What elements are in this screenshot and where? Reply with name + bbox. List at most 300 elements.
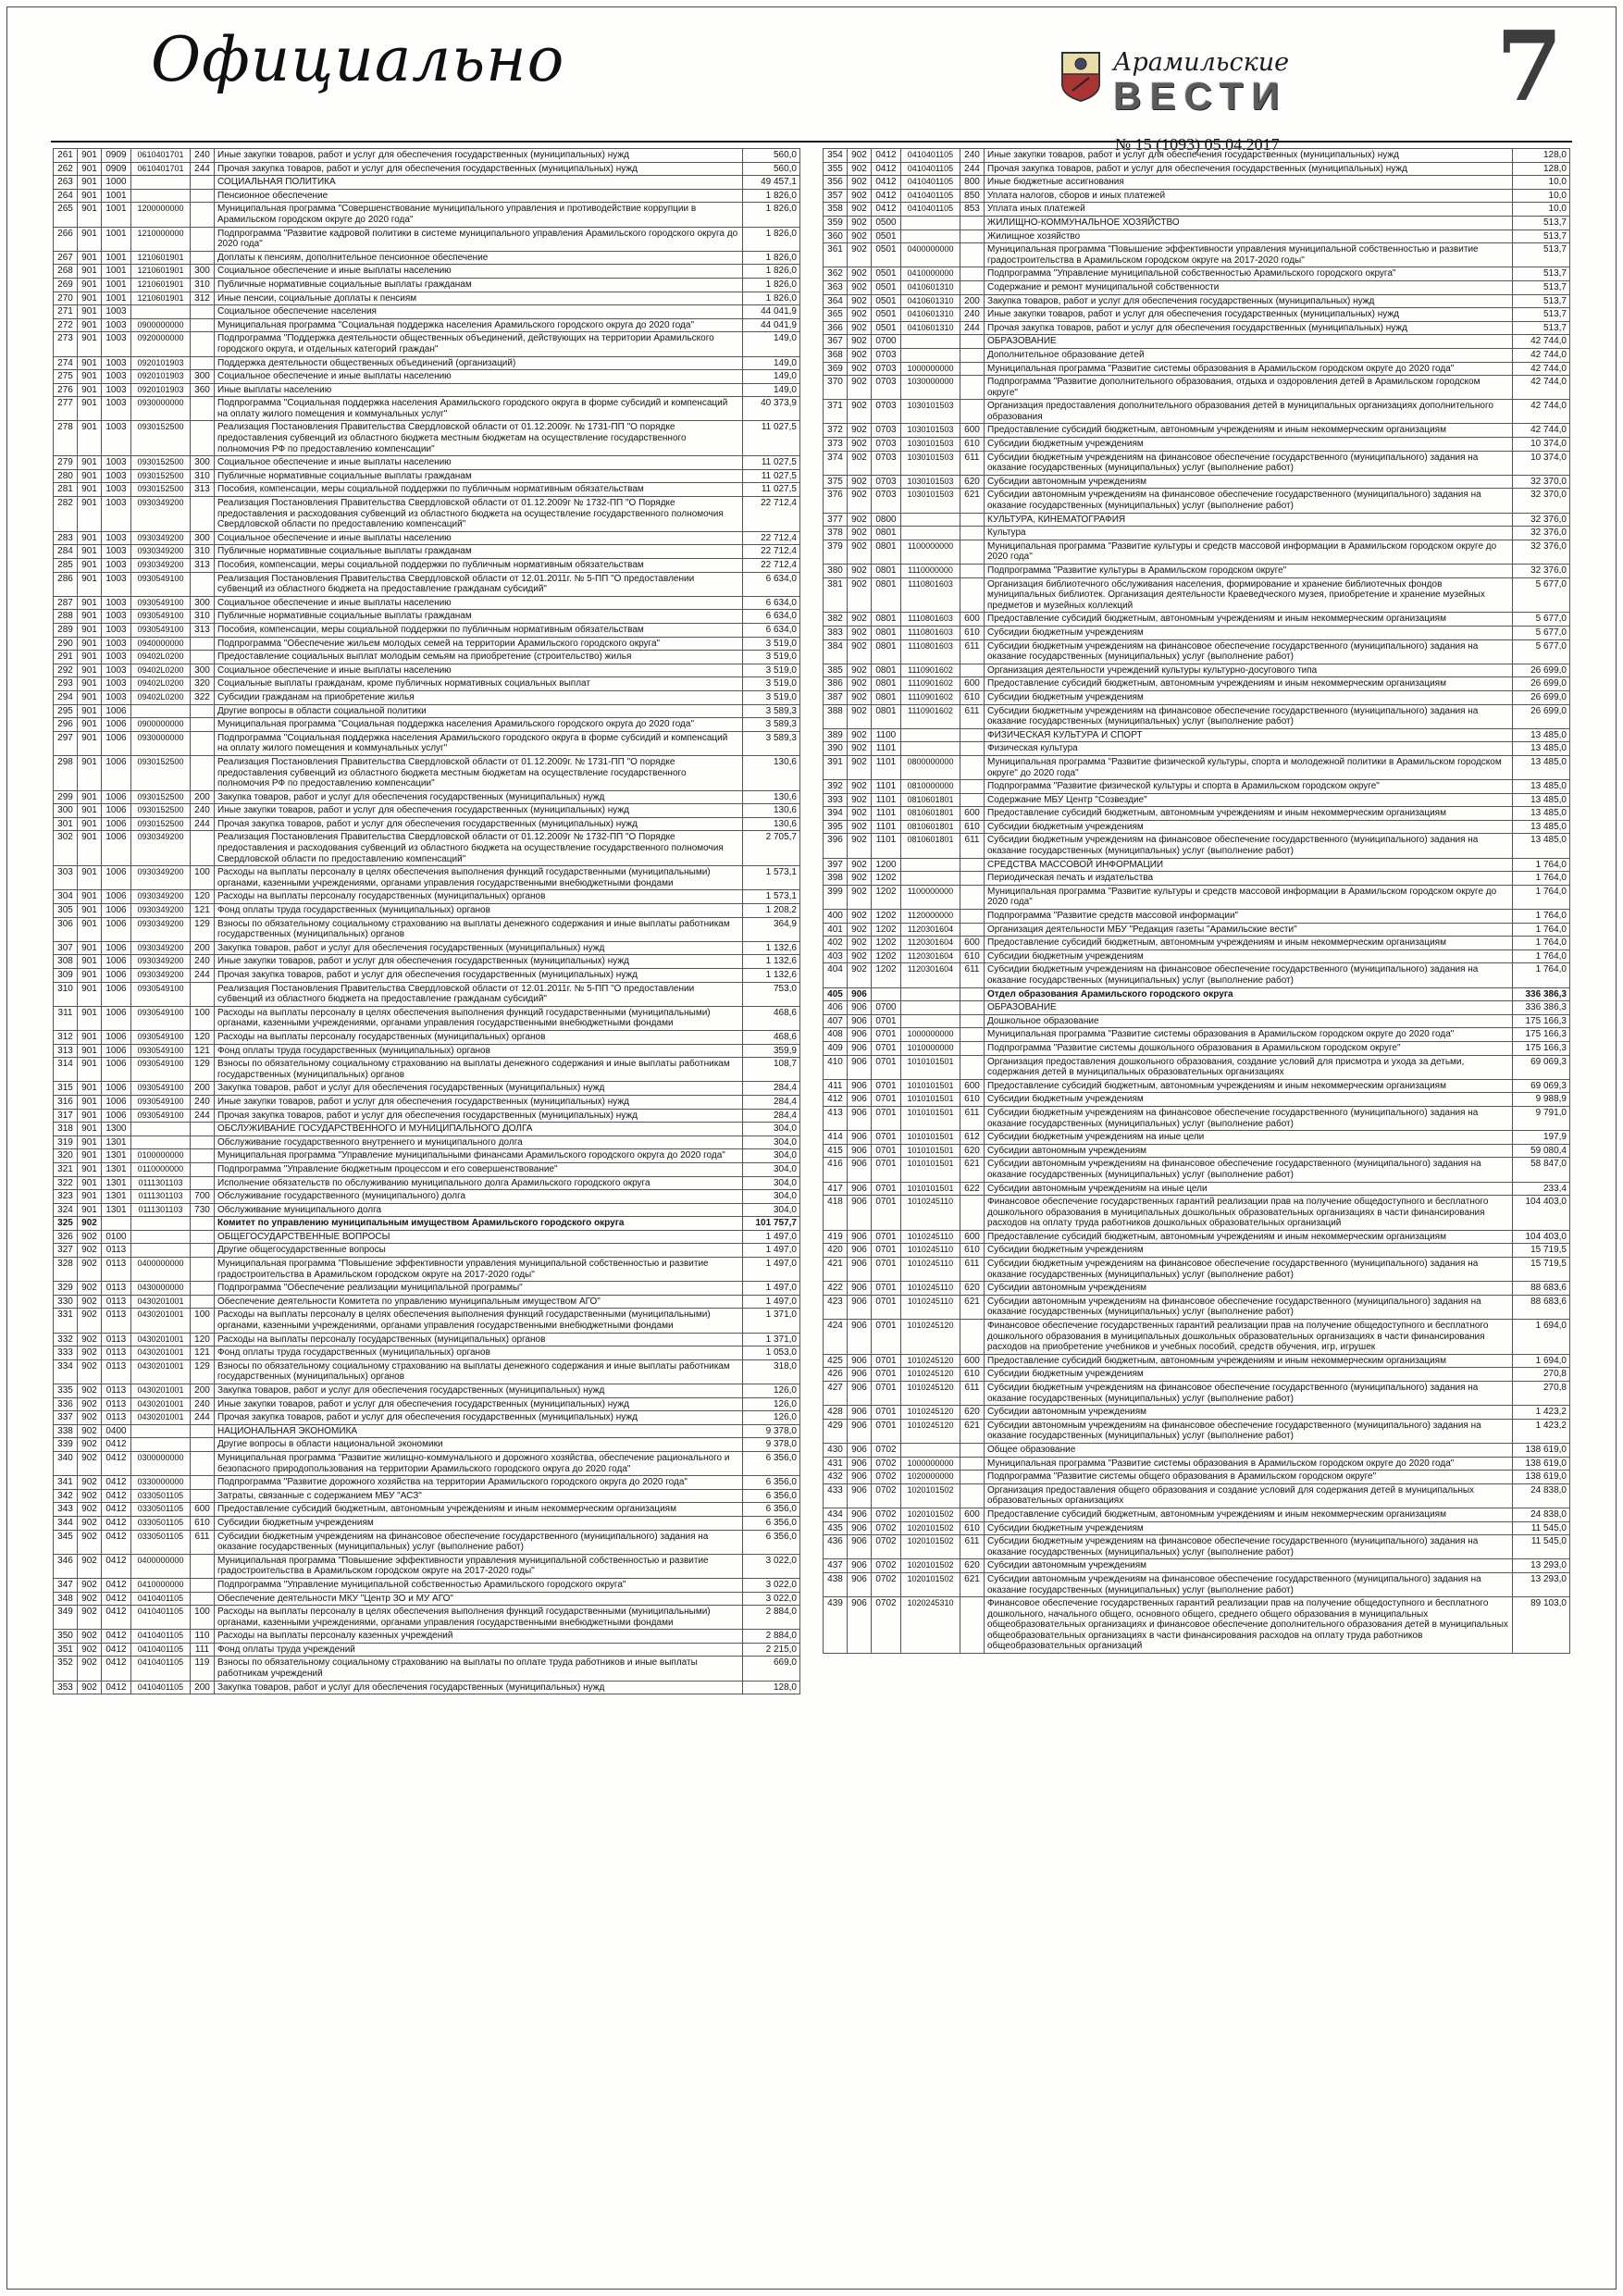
table-row [54, 332, 800, 356]
row-number-cell: 287 [54, 597, 78, 611]
code-section-cell: 0701 [872, 1028, 901, 1042]
row-number-cell: 393 [824, 794, 848, 808]
code-target-cell: 0930349200 [131, 955, 191, 969]
code-section-cell: 0100 [102, 1231, 131, 1245]
description-cell: Предоставление субсидий бюджетным, автономным учреждениям и иным некоммерческим организациям [985, 424, 1513, 438]
description-cell: Субсидии бюджетным учреждениям [985, 821, 1513, 835]
code-type-cell: 612 [960, 1131, 985, 1145]
amount-cell: 10 374,0 [1513, 438, 1570, 452]
code-section-cell: 0801 [872, 705, 901, 729]
code-grbs-cell: 902 [848, 438, 872, 452]
amount-cell: 3 519,0 [743, 691, 800, 705]
description-cell: Субсидии автономным учреждениям на финансовое обеспечение государственного (муниципального) задания на оказание государственных (муниципальных) услуг (выполнение работ) [985, 1573, 1513, 1597]
row-number-cell: 437 [824, 1559, 848, 1573]
table-row [54, 384, 800, 398]
description-cell: Социальное обеспечение и иные выплаты населению [215, 664, 743, 678]
row-number-cell: 419 [824, 1231, 848, 1245]
code-grbs-cell: 902 [78, 1657, 102, 1681]
issue-line: № 15 (1093) 05.04.2017 [1115, 135, 1280, 154]
code-section-cell: 0412 [102, 1593, 131, 1607]
description-cell: Уплата налогов, сборов и иных платежей [985, 190, 1513, 204]
row-number-cell: 346 [54, 1555, 78, 1579]
code-target-cell: 0930152500 [131, 483, 191, 497]
code-grbs-cell: 906 [848, 1471, 872, 1484]
code-target-cell: 0610401701 [131, 163, 191, 177]
code-type-cell: 100 [191, 1606, 215, 1630]
code-section-cell: 1006 [102, 1082, 131, 1096]
code-type-cell: 200 [191, 1384, 215, 1398]
code-target-cell: 1030101503 [901, 489, 960, 513]
amount-cell: 128,0 [1513, 149, 1570, 163]
description-cell: Подпрограмма "Развитие кадровой политики в системе муниципального управления Арамильского городского округа до 2020 года" [215, 228, 743, 252]
code-type-cell [960, 281, 985, 295]
table-row [824, 1368, 1570, 1382]
table-row [54, 1045, 800, 1059]
table-row [824, 438, 1570, 452]
code-grbs-cell: 906 [848, 1382, 872, 1406]
code-section-cell: 0701 [872, 1355, 901, 1369]
code-section-cell: 0801 [872, 578, 901, 614]
table-row [824, 176, 1570, 190]
row-number-cell: 282 [54, 497, 78, 532]
code-type-cell [191, 1231, 215, 1245]
description-cell: Предоставление социальных выплат молодым семьям на приобретение (строительство) жилья [215, 651, 743, 664]
code-grbs-cell: 902 [848, 807, 872, 821]
row-number-cell: 326 [54, 1231, 78, 1245]
code-type-cell [960, 872, 985, 886]
description-cell: Предоставление субсидий бюджетным, автономным учреждениям и иным некоммерческим организациям [985, 807, 1513, 821]
row-number-cell: 344 [54, 1517, 78, 1531]
description-cell: Отдел образования Арамильского городского округа [985, 988, 1513, 1002]
description-cell: Взносы по обязательному социальному страхованию на выплаты по оплате труда работников и иные выплаты работникам учреждений [215, 1657, 743, 1681]
description-cell: Субсидии автономным учреждениям [985, 1145, 1513, 1159]
code-type-cell: 850 [960, 190, 985, 204]
row-number-cell: 295 [54, 705, 78, 719]
code-grbs-cell: 902 [78, 1438, 102, 1452]
code-target-cell: 0400000000 [131, 1258, 191, 1282]
row-number-cell: 364 [824, 295, 848, 309]
code-grbs-cell: 902 [848, 910, 872, 924]
code-type-cell [191, 228, 215, 252]
code-section-cell: 0703 [872, 376, 901, 400]
code-type-cell: 312 [191, 292, 215, 306]
row-number-cell: 291 [54, 651, 78, 664]
code-grbs-cell: 902 [78, 1231, 102, 1245]
code-target-cell: 0410401105 [131, 1593, 191, 1607]
code-section-cell: 0412 [872, 163, 901, 177]
code-target-cell: 1010245110 [901, 1258, 960, 1282]
amount-cell: 197,9 [1513, 1131, 1570, 1145]
code-grbs-cell: 902 [848, 578, 872, 614]
code-type-cell: 622 [960, 1183, 985, 1197]
description-cell: Финансовое обеспечение государственных гарантий реализации прав на получение общедоступного и бесплатного дошкольного образования в муниципальных дошкольных образовательных организациях в части финансирования расходов на оплату труда работников дошкольных образовательных организаций [985, 1196, 1513, 1231]
table-row [54, 1296, 800, 1309]
amount-cell: 364,9 [743, 918, 800, 942]
description-cell: Предоставление субсидий бюджетным, автономным учреждениям и иным некоммерческим организациям [985, 937, 1513, 950]
amount-cell: 1 497,0 [743, 1282, 800, 1296]
code-section-cell: 0701 [872, 1145, 901, 1159]
code-section-cell: 0700 [872, 1001, 901, 1015]
code-type-cell [960, 924, 985, 937]
amount-cell: 468,6 [743, 1007, 800, 1031]
amount-cell: 130,6 [743, 818, 800, 832]
code-grbs-cell: 906 [848, 1158, 872, 1182]
description-cell: Организация библиотечного обслуживания населения, формирование и хранение библиотечных фондов муниципальных библиотек. Организация деятельности Краеведческого музея, приобретение и хранение музейных предметов и музейных коллекций [985, 578, 1513, 614]
code-section-cell: 0703 [872, 400, 901, 424]
row-number-cell: 323 [54, 1190, 78, 1204]
table-row [54, 1282, 800, 1296]
amount-cell: 104 403,0 [1513, 1196, 1570, 1231]
row-number-cell: 333 [54, 1347, 78, 1360]
code-type-cell: 110 [191, 1630, 215, 1644]
table-row [824, 1355, 1570, 1369]
row-number-cell: 280 [54, 470, 78, 484]
code-grbs-cell: 902 [78, 1217, 102, 1231]
amount-cell: 3 022,0 [743, 1593, 800, 1607]
code-target-cell: 09402L0200 [131, 664, 191, 678]
code-section-cell: 0500 [872, 217, 901, 230]
amount-cell: 126,0 [743, 1411, 800, 1425]
code-grbs-cell: 901 [78, 332, 102, 356]
code-type-cell [191, 397, 215, 421]
description-cell: Публичные нормативные социальные выплаты гражданам [215, 545, 743, 559]
table-row [824, 872, 1570, 886]
amount-cell: 1 826,0 [743, 252, 800, 266]
code-type-cell [960, 1471, 985, 1484]
amount-cell: 513,7 [1513, 281, 1570, 295]
description-cell: Периодическая печать и издательства [985, 872, 1513, 886]
row-number-cell: 388 [824, 705, 848, 729]
code-type-cell: 200 [191, 942, 215, 956]
amount-cell: 40 373,9 [743, 397, 800, 421]
code-target-cell [131, 176, 191, 190]
table-row [54, 279, 800, 292]
code-type-cell: 244 [960, 163, 985, 177]
code-section-cell: 0702 [872, 1573, 901, 1597]
code-section-cell: 0412 [102, 1657, 131, 1681]
amount-cell: 128,0 [743, 1682, 800, 1695]
code-type-cell [960, 217, 985, 230]
code-type-cell: 100 [191, 1007, 215, 1031]
description-cell: Предоставление субсидий бюджетным, автономным учреждениям и иным некоммерческим организациям [985, 1508, 1513, 1522]
code-section-cell: 1006 [102, 818, 131, 832]
code-section-cell [872, 988, 901, 1002]
description-cell: Субсидии автономным учреждениям [985, 476, 1513, 490]
row-number-cell: 387 [824, 691, 848, 705]
table-row [54, 1630, 800, 1644]
code-grbs-cell: 906 [848, 1145, 872, 1159]
table-row [824, 243, 1570, 267]
code-section-cell: 0700 [872, 335, 901, 349]
row-number-cell: 348 [54, 1593, 78, 1607]
code-target-cell [901, 988, 960, 1002]
code-section-cell: 1001 [102, 265, 131, 279]
amount-cell: 175 166,3 [1513, 1028, 1570, 1042]
row-number-cell: 396 [824, 834, 848, 858]
code-target-cell: 0810601801 [901, 834, 960, 858]
code-target-cell [131, 705, 191, 719]
description-cell: Субсидии бюджетным учреждениям на финансовое обеспечение государственного (муниципального) задания на оказание государственных (муниципальных) услуг (выполнение работ) [985, 1258, 1513, 1282]
table-row [824, 640, 1570, 664]
code-section-cell: 1101 [872, 834, 901, 858]
table-row [824, 267, 1570, 281]
code-section-cell: 0701 [872, 1231, 901, 1245]
code-type-cell [960, 664, 985, 678]
code-section-cell: 0701 [872, 1420, 901, 1444]
code-section-cell: 0701 [872, 1406, 901, 1420]
code-grbs-cell: 901 [78, 545, 102, 559]
row-number-cell: 416 [824, 1158, 848, 1182]
code-section-cell: 0801 [872, 677, 901, 691]
row-number-cell: 299 [54, 791, 78, 805]
code-grbs-cell: 906 [848, 1042, 872, 1056]
code-grbs-cell: 902 [848, 452, 872, 476]
row-number-cell: 426 [824, 1368, 848, 1382]
code-target-cell: 0410000000 [901, 267, 960, 281]
description-cell: Подпрограмма "Социальная поддержка населения Арамильского городского округа в форме субсидий и компенсаций на оплату жилого помещения и коммунальных услуг" [215, 397, 743, 421]
table-row [54, 370, 800, 384]
table-row [824, 230, 1570, 244]
code-target-cell: 0410401105 [901, 176, 960, 190]
code-type-cell: 621 [960, 1420, 985, 1444]
table-row [824, 664, 1570, 678]
amount-cell: 3 519,0 [743, 638, 800, 652]
code-section-cell: 1006 [102, 1058, 131, 1082]
code-type-cell: 610 [960, 821, 985, 835]
amount-cell: 89 103,0 [1513, 1597, 1570, 1654]
table-row [824, 1001, 1570, 1015]
code-section-cell: 1003 [102, 691, 131, 705]
code-type-cell [191, 305, 215, 319]
table-row [54, 1244, 800, 1258]
row-number-cell: 377 [824, 514, 848, 527]
code-section-cell: 1003 [102, 305, 131, 319]
code-section-cell: 0501 [872, 267, 901, 281]
code-grbs-cell: 906 [848, 1597, 872, 1654]
table-row [824, 924, 1570, 937]
table-row [824, 780, 1570, 794]
code-type-cell: 244 [960, 322, 985, 336]
row-number-cell: 375 [824, 476, 848, 490]
code-section-cell: 0701 [872, 1080, 901, 1094]
table-row [824, 807, 1570, 821]
code-section-cell: 0701 [872, 1382, 901, 1406]
amount-cell: 24 838,0 [1513, 1484, 1570, 1508]
code-grbs-cell: 902 [78, 1503, 102, 1517]
code-target-cell: 0430201001 [131, 1334, 191, 1347]
code-grbs-cell: 902 [848, 924, 872, 937]
code-type-cell [960, 1320, 985, 1355]
row-number-cell: 424 [824, 1320, 848, 1355]
amount-cell: 1 132,6 [743, 942, 800, 956]
table-row [824, 691, 1570, 705]
description-cell: Прочая закупка товаров, работ и услуг для обеспечения государственных (муниципальных) нужд [215, 818, 743, 832]
row-number-cell: 262 [54, 163, 78, 177]
amount-cell: 233,4 [1513, 1183, 1570, 1197]
amount-cell: 3 022,0 [743, 1555, 800, 1579]
code-target-cell: 0930549100 [131, 1007, 191, 1031]
table-row [54, 1082, 800, 1096]
table-row [54, 955, 800, 969]
row-number-cell: 383 [824, 627, 848, 640]
code-type-cell: 611 [960, 705, 985, 729]
row-number-cell: 433 [824, 1484, 848, 1508]
code-grbs-cell: 902 [848, 780, 872, 794]
code-type-cell [960, 1484, 985, 1508]
table-row [824, 400, 1570, 424]
description-cell: Доплаты к пенсиям, дополнительное пенсионное обеспечение [215, 252, 743, 266]
amount-cell: 1 497,0 [743, 1244, 800, 1258]
amount-cell: 1 764,0 [1513, 859, 1570, 873]
code-section-cell: 0703 [872, 424, 901, 438]
code-type-cell [191, 1244, 215, 1258]
code-target-cell: 0930549100 [131, 624, 191, 638]
row-number-cell: 309 [54, 969, 78, 983]
code-type-cell [191, 1177, 215, 1191]
code-grbs-cell: 901 [78, 691, 102, 705]
code-grbs-cell: 906 [848, 1196, 872, 1231]
amount-cell: 149,0 [743, 370, 800, 384]
code-grbs-cell: 906 [848, 988, 872, 1002]
code-type-cell: 300 [191, 597, 215, 611]
code-grbs-cell: 906 [848, 1080, 872, 1094]
table-row [824, 1282, 1570, 1296]
code-grbs-cell: 902 [78, 1682, 102, 1695]
table-row [54, 483, 800, 497]
amount-cell: 304,0 [743, 1149, 800, 1163]
row-number-cell: 283 [54, 532, 78, 546]
amount-cell: 1 694,0 [1513, 1320, 1570, 1355]
amount-cell: 1 826,0 [743, 228, 800, 252]
code-section-cell: 0412 [102, 1490, 131, 1504]
code-section-cell: 1003 [102, 384, 131, 398]
description-cell: Содержание МБУ Центр "Созвездие" [985, 794, 1513, 808]
code-target-cell: 0940000000 [131, 638, 191, 652]
code-grbs-cell: 901 [78, 969, 102, 983]
description-cell: Фонд оплаты труда учреждений [215, 1644, 743, 1657]
code-type-cell [960, 1056, 985, 1080]
description-cell: Прочая закупка товаров, работ и услуг для обеспечения государственных (муниципальных) нужд [215, 969, 743, 983]
description-cell: Жилищное хозяйство [985, 230, 1513, 244]
code-section-cell: 0703 [872, 476, 901, 490]
code-grbs-cell: 901 [78, 228, 102, 252]
code-grbs-cell: 906 [848, 1015, 872, 1029]
code-section-cell: 0701 [872, 1015, 901, 1029]
amount-cell: 126,0 [743, 1398, 800, 1412]
table-row [824, 963, 1570, 987]
coat-of-arms-icon [1059, 50, 1102, 104]
code-grbs-cell: 902 [848, 540, 872, 565]
table-row [54, 1411, 800, 1425]
code-section-cell: 0501 [872, 243, 901, 267]
table-row [824, 1484, 1570, 1508]
description-cell: Субсидии бюджетным учреждениям на финансовое обеспечение государственного (муниципального) задания на оказание государственных (муниципальных) услуг (выполнение работ) [985, 452, 1513, 476]
table-row [54, 1425, 800, 1439]
table-row [54, 265, 800, 279]
amount-cell: 59 080,4 [1513, 1145, 1570, 1159]
code-section-cell: 1301 [102, 1136, 131, 1150]
description-cell: Предоставление субсидий бюджетным, автономным учреждениям и иным некоммерческим организациям [985, 1355, 1513, 1369]
table-row [54, 866, 800, 890]
code-target-cell: 0110000000 [131, 1163, 191, 1177]
amount-cell: 5 677,0 [1513, 640, 1570, 664]
code-target-cell [901, 859, 960, 873]
code-target-cell [131, 190, 191, 204]
code-type-cell [191, 1476, 215, 1490]
amount-cell: 1 826,0 [743, 190, 800, 204]
code-target-cell: 0930152500 [131, 456, 191, 470]
code-target-cell: 0930349200 [131, 890, 191, 904]
code-grbs-cell: 902 [848, 308, 872, 322]
amount-cell: 359,9 [743, 1045, 800, 1059]
row-number-cell: 371 [824, 400, 848, 424]
code-section-cell: 0113 [102, 1360, 131, 1384]
code-section-cell: 1006 [102, 831, 131, 866]
row-number-cell: 425 [824, 1355, 848, 1369]
amount-cell: 1 132,6 [743, 955, 800, 969]
code-section-cell: 1003 [102, 545, 131, 559]
code-section-cell: 0113 [102, 1282, 131, 1296]
code-target-cell: 0330501105 [131, 1490, 191, 1504]
code-target-cell: 0810601801 [901, 807, 960, 821]
code-grbs-cell: 901 [78, 190, 102, 204]
table-row [824, 1508, 1570, 1522]
code-grbs-cell: 901 [78, 1204, 102, 1218]
description-cell: Субсидии автономным учреждениям [985, 1559, 1513, 1573]
code-grbs-cell: 902 [848, 640, 872, 664]
table-row [824, 627, 1570, 640]
code-section-cell: 0113 [102, 1334, 131, 1347]
description-cell: Субсидии автономным учреждениям на финансовое обеспечение государственного (муниципального) задания на оказание государственных (муниципальных) услуг (выполнение работ) [985, 1158, 1513, 1182]
code-target-cell: 1010245120 [901, 1368, 960, 1382]
description-cell: Расходы на выплаты персоналу в целях обеспечения выполнения функций государственными (муниципальными) органами, казенными учреждениями, органами управления государственными внебюджетными фондами [215, 1606, 743, 1630]
code-type-cell: 244 [191, 1411, 215, 1425]
amount-cell: 1 423,2 [1513, 1406, 1570, 1420]
code-section-cell: 1003 [102, 532, 131, 546]
code-type-cell: 621 [960, 1158, 985, 1182]
table-row [54, 638, 800, 652]
description-cell: Иные закупки товаров, работ и услуг для обеспечения государственных (муниципальных) нужд [985, 308, 1513, 322]
amount-cell: 1 764,0 [1513, 963, 1570, 987]
description-cell: Субсидии бюджетным учреждениям [985, 627, 1513, 640]
code-target-cell [901, 217, 960, 230]
code-target-cell: 0900000000 [131, 718, 191, 732]
table-row [54, 831, 800, 866]
amount-cell: 1 826,0 [743, 279, 800, 292]
table-row [54, 1031, 800, 1045]
code-section-cell: 0412 [102, 1503, 131, 1517]
code-target-cell: 1110901602 [901, 664, 960, 678]
row-number-cell: 270 [54, 292, 78, 306]
row-number-cell: 359 [824, 217, 848, 230]
code-section-cell: 0113 [102, 1296, 131, 1309]
amount-cell: 32 370,0 [1513, 489, 1570, 513]
code-grbs-cell: 902 [78, 1517, 102, 1531]
code-grbs-cell: 906 [848, 1573, 872, 1597]
table-row [54, 610, 800, 624]
table-row [54, 1682, 800, 1695]
code-type-cell [960, 335, 985, 349]
row-number-cell: 334 [54, 1360, 78, 1384]
row-number-cell: 355 [824, 163, 848, 177]
amount-cell: 5 677,0 [1513, 613, 1570, 627]
code-grbs-cell: 902 [848, 742, 872, 756]
code-section-cell: 1101 [872, 756, 901, 780]
table-row [824, 1015, 1570, 1029]
row-number-cell: 381 [824, 578, 848, 614]
code-type-cell: 200 [960, 295, 985, 309]
code-grbs-cell: 901 [78, 370, 102, 384]
